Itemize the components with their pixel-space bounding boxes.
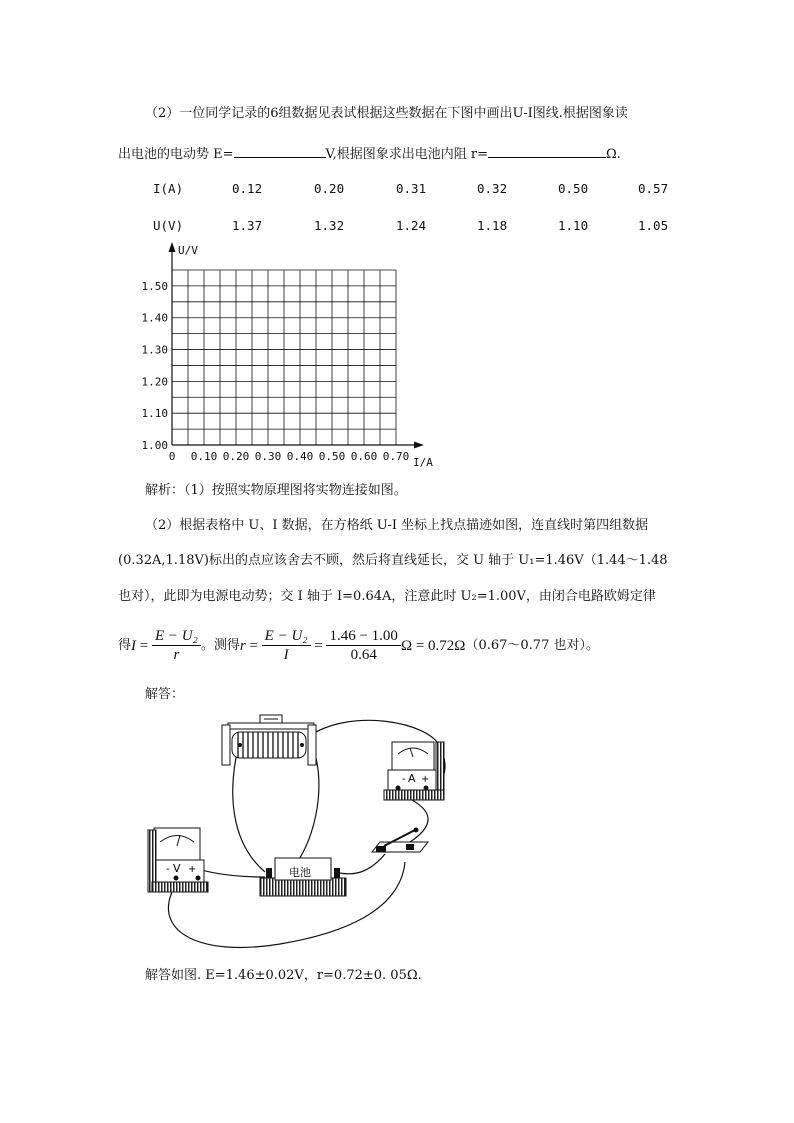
formula-prefix: 得 xyxy=(118,637,132,653)
y-axis-arrow xyxy=(169,242,176,252)
formula1-lhs: I xyxy=(131,637,137,654)
table-cell: 1.32 xyxy=(314,218,345,233)
svg-text:-: - xyxy=(166,864,170,875)
y-tick-label: 1.10 xyxy=(141,407,168,421)
formula2-fraction-2 xyxy=(326,627,400,664)
row-label-current: I(A) xyxy=(153,181,184,196)
formula2-lhs: r xyxy=(239,637,246,654)
analysis-line-2: （2）根据表格中 U、I 数据，在方格纸 U-I 坐标上找点描迹如图，连直线时第四组数据 xyxy=(145,518,649,533)
table-cell: 0.32 xyxy=(477,181,508,196)
ui-graph-grid xyxy=(130,238,450,470)
row-label-voltage: U(V) xyxy=(153,218,184,233)
voltmeter-label: V xyxy=(173,862,181,875)
y-tick-label: 1.30 xyxy=(141,343,168,357)
x-tick-label: 0.60 xyxy=(350,450,378,463)
y-axis-label: U/V xyxy=(178,244,198,257)
table-cell: 1.05 xyxy=(638,218,669,233)
formula-mid: 。测得 xyxy=(200,637,240,653)
x-axis-arrow xyxy=(414,442,424,449)
x-tick-label: 0.10 xyxy=(190,450,218,463)
svg-text:+: + xyxy=(188,864,197,875)
svg-text:+: + xyxy=(421,774,430,785)
switch-icon xyxy=(372,828,428,853)
rheostat-icon xyxy=(222,715,316,765)
formula1-numerator: E − U₂ xyxy=(152,627,201,646)
battery-label: 电池 xyxy=(289,866,311,879)
formula-line: 得 I = $\frac{\text{E − U₂}}{r}$ 。测得 r = $\frac{\text{E − U₂}}{I}$ = $\frac{1.46 - 1.00}{0.64}$ Ω = 0.72Ω （0.67～0.77 也对）。 xyxy=(118,628,599,663)
table-cell: 0.12 xyxy=(232,181,263,196)
x-tick-label: 0 xyxy=(168,450,176,463)
formula2-numerator-2: 1.46 − 1.00 xyxy=(326,627,400,646)
formula1-denominator: r xyxy=(173,647,180,663)
y-tick-label: 1.50 xyxy=(141,279,168,293)
battery-icon xyxy=(260,858,346,896)
question-line-2 xyxy=(118,145,621,163)
x-axis-label: I/A xyxy=(413,456,433,469)
x-tick-label: 0.50 xyxy=(318,450,346,463)
ammeter-icon xyxy=(384,742,444,800)
question-line-1: （2）一位同学记录的6组数据见表试根据这些数据在下图中画出U-I图线.根据图象读 xyxy=(145,106,628,121)
table-cell: 1.18 xyxy=(477,218,508,233)
table-cell: 0.50 xyxy=(558,181,589,196)
circuit-diagram xyxy=(140,712,480,957)
emf-answer-blank[interactable] xyxy=(234,145,326,158)
table-cell: 1.24 xyxy=(396,218,427,233)
question-line-2-a: 出电池的电动势 E= xyxy=(118,147,234,162)
x-tick-label: 0.30 xyxy=(254,450,282,463)
table-cell: 0.57 xyxy=(638,181,669,196)
x-tick-label: 0.40 xyxy=(286,450,314,463)
formula1-fraction xyxy=(152,627,201,664)
answer-label: 解答： xyxy=(145,687,185,702)
voltmeter-icon xyxy=(148,828,208,892)
table-cell: 0.31 xyxy=(396,181,427,196)
ammeter-label: A xyxy=(408,772,416,785)
table-cell: 1.10 xyxy=(558,218,589,233)
table-cell: 0.20 xyxy=(314,181,345,196)
formula2-result: Ω = 0.72Ω xyxy=(400,637,466,654)
analysis-line-4: 也对），此即为电源电动势；交 I 轴于 I=0.64A，注意此时 U₂=1.00V，由闭合电路欧姆定律 xyxy=(118,589,656,604)
formula2-numerator-1: E − U₂ xyxy=(262,627,311,646)
svg-text:-: - xyxy=(402,774,406,785)
x-tick-label: 0.70 xyxy=(382,450,410,463)
question-line-2-b: V,根据图象求出电池内阻 r= xyxy=(325,147,489,162)
table-cell: 1.37 xyxy=(232,218,263,233)
resistance-answer-blank[interactable] xyxy=(488,145,606,158)
formula2-denominator-2: 0.64 xyxy=(350,647,377,663)
final-answer: 解答如图. E=1.46±0.02V，r=0.72±0. 05Ω. xyxy=(145,968,422,983)
question-line-2-c: Ω. xyxy=(606,147,621,162)
formula2-fraction-1 xyxy=(262,627,311,664)
y-tick-label: 1.00 xyxy=(141,439,168,452)
y-tick-label: 1.20 xyxy=(141,375,168,389)
y-tick-label: 1.40 xyxy=(141,311,168,325)
x-tick-label: 0.20 xyxy=(222,450,250,463)
formula2-denominator-1: I xyxy=(283,647,289,663)
analysis-line-3: (0.32A,1.18V)标出的点应该舍去不顾，然后将直线延长，交 U 轴于 U₁=1.46V（1.44～1.48 xyxy=(118,553,668,568)
analysis-line-1: 解析：（1）按照实物原理图将实物连接如图。 xyxy=(145,483,407,498)
formula-tail: （0.67～0.77 也对）。 xyxy=(465,637,599,653)
